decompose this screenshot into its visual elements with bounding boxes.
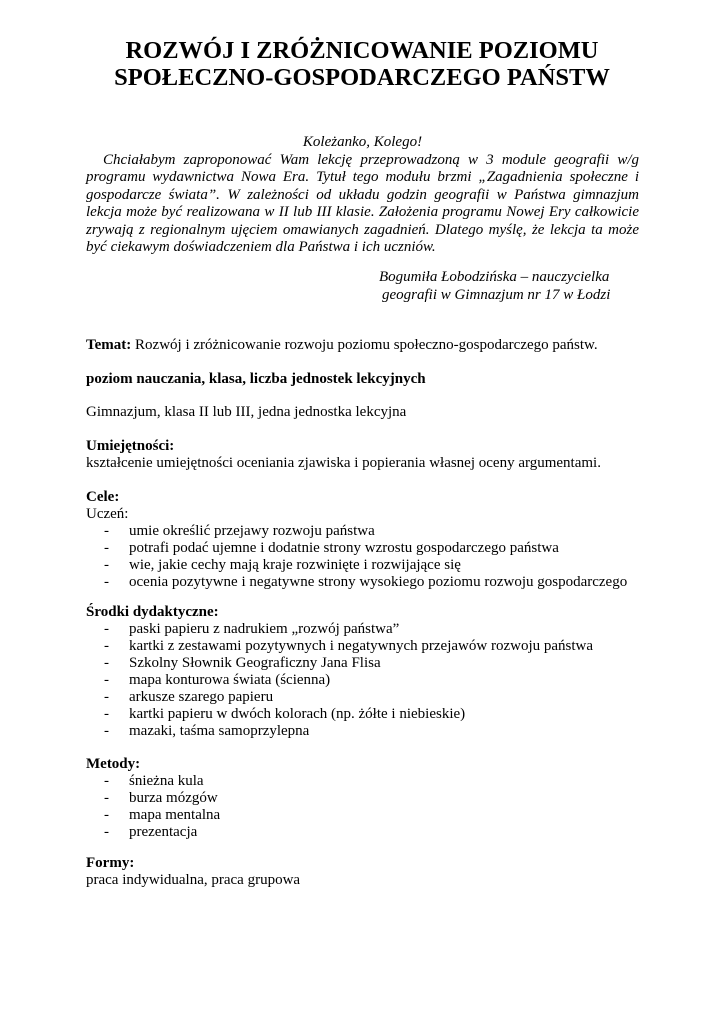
list-item: - wie, jakie cechy mają kraje rozwinięte i rozwijające się bbox=[104, 557, 461, 573]
list-item: - burza mózgów bbox=[104, 790, 218, 806]
dash-bullet: - bbox=[104, 706, 109, 722]
skills-heading: Umiejętności: bbox=[86, 438, 175, 454]
signature-line-1: Bogumiła Łobodzińska – nauczycielka bbox=[379, 269, 610, 285]
list-item: - Szkolny Słownik Geograficzny Jana Flisa bbox=[104, 655, 381, 671]
methods-list bbox=[86, 773, 646, 841]
letter-body: Chciałabym zaproponować Wam lekcję przeprowadzoną w 3 module geografii w/g programu wydawnictwa Nowa Era. Tytuł tego modułu brzmi „Zagadnienia społeczne i gospodarcze świata”. W zależności od układu godzin geografii w Państwa gimnazjum lekcja może być realizowana w II lub III klasie. Założenia programu Nowej Ery całkowicie zrywają z regionalnym ujęciem omawianych zagadnień. Dlatego myślę, że lekcja ta może być ciekawym doświadczeniem dla Państwa i ich uczniów. bbox=[86, 151, 639, 255]
dash-bullet: - bbox=[104, 824, 109, 840]
signature-line-2: geografii w Gimnazjum nr 17 w Łodzi bbox=[382, 287, 611, 303]
dash-bullet: - bbox=[104, 790, 109, 806]
title-line-2: SPOŁECZNO-GOSPODARCZEGO PAŃSTW bbox=[114, 64, 610, 91]
means-section bbox=[86, 604, 646, 740]
goals-intro: Uczeń: bbox=[86, 506, 129, 522]
list-item: - potrafi podać ujemne i dodatnie strony wzrostu gospodarczego państwa bbox=[104, 540, 559, 556]
dash-bullet: - bbox=[104, 574, 109, 590]
level-text: Gimnazjum, klasa II lub III, jedna jednostka lekcyjna bbox=[86, 404, 407, 420]
list-item: - arkusze szarego papieru bbox=[104, 689, 274, 705]
topic-label: Temat: bbox=[86, 337, 132, 353]
list-item: - śnieżna kula bbox=[104, 773, 204, 789]
level-heading: poziom nauczania, klasa, liczba jednostek lekcyjnych bbox=[86, 371, 426, 387]
goals-section bbox=[86, 489, 646, 591]
list-item: - kartki papieru w dwóch kolorach (np. żółte i niebieskie) bbox=[104, 706, 466, 722]
means-list bbox=[86, 621, 646, 740]
forms-text: praca indywidualna, praca grupowa bbox=[86, 872, 301, 888]
list-item: - prezentacja bbox=[104, 824, 198, 840]
list-item: - mazaki, taśma samoprzylepna bbox=[104, 723, 310, 739]
letter-greeting: Koleżanko, Kolego! bbox=[302, 134, 423, 150]
methods-section bbox=[86, 756, 646, 841]
topic-text: Rozwój i zróżnicowanie rozwoju poziomu społeczno-gospodarczego państw. bbox=[131, 337, 598, 353]
dash-bullet: - bbox=[104, 638, 109, 654]
dash-bullet: - bbox=[104, 523, 109, 539]
goals-list bbox=[86, 523, 646, 591]
topic-section bbox=[86, 337, 646, 354]
methods-heading: Metody: bbox=[86, 756, 141, 772]
list-item: - ocenia pozytywne i negatywne strony wysokiego poziomu rozwoju gospodarczego bbox=[104, 574, 628, 590]
means-heading: Środki dydaktyczne: bbox=[86, 604, 219, 620]
forms-heading: Formy: bbox=[86, 855, 135, 871]
dash-bullet: - bbox=[104, 672, 109, 688]
dash-bullet: - bbox=[104, 773, 109, 789]
dash-bullet: - bbox=[104, 807, 109, 823]
goals-heading: Cele: bbox=[86, 489, 120, 505]
list-item: - paski papieru z nadrukiem „rozwój państwa” bbox=[104, 621, 400, 637]
dash-bullet: - bbox=[104, 621, 109, 637]
list-item: - mapa konturowa świata (ścienna) bbox=[104, 672, 331, 688]
skills-text: kształcenie umiejętności oceniania zjawiska i popierania własnej oceny argumentami. bbox=[86, 455, 601, 471]
dash-bullet: - bbox=[104, 655, 109, 671]
dash-bullet: - bbox=[104, 540, 109, 556]
forms-section bbox=[86, 855, 646, 889]
title-line-1: ROZWÓJ I ZRÓŻNICOWANIE POZIOMU bbox=[125, 37, 599, 64]
list-item: - umie określić przejawy rozwoju państwa bbox=[104, 523, 375, 539]
skills-section bbox=[86, 438, 646, 472]
dash-bullet: - bbox=[104, 689, 109, 705]
list-item: - kartki z zestawami pozytywnych i negatywnych przejawów rozwoju państwa bbox=[104, 638, 594, 654]
dash-bullet: - bbox=[104, 557, 109, 573]
list-item: - mapa mentalna bbox=[104, 807, 221, 823]
dash-bullet: - bbox=[104, 723, 109, 739]
page-title bbox=[0, 37, 724, 91]
signature bbox=[379, 268, 639, 304]
intro-letter bbox=[86, 134, 639, 257]
